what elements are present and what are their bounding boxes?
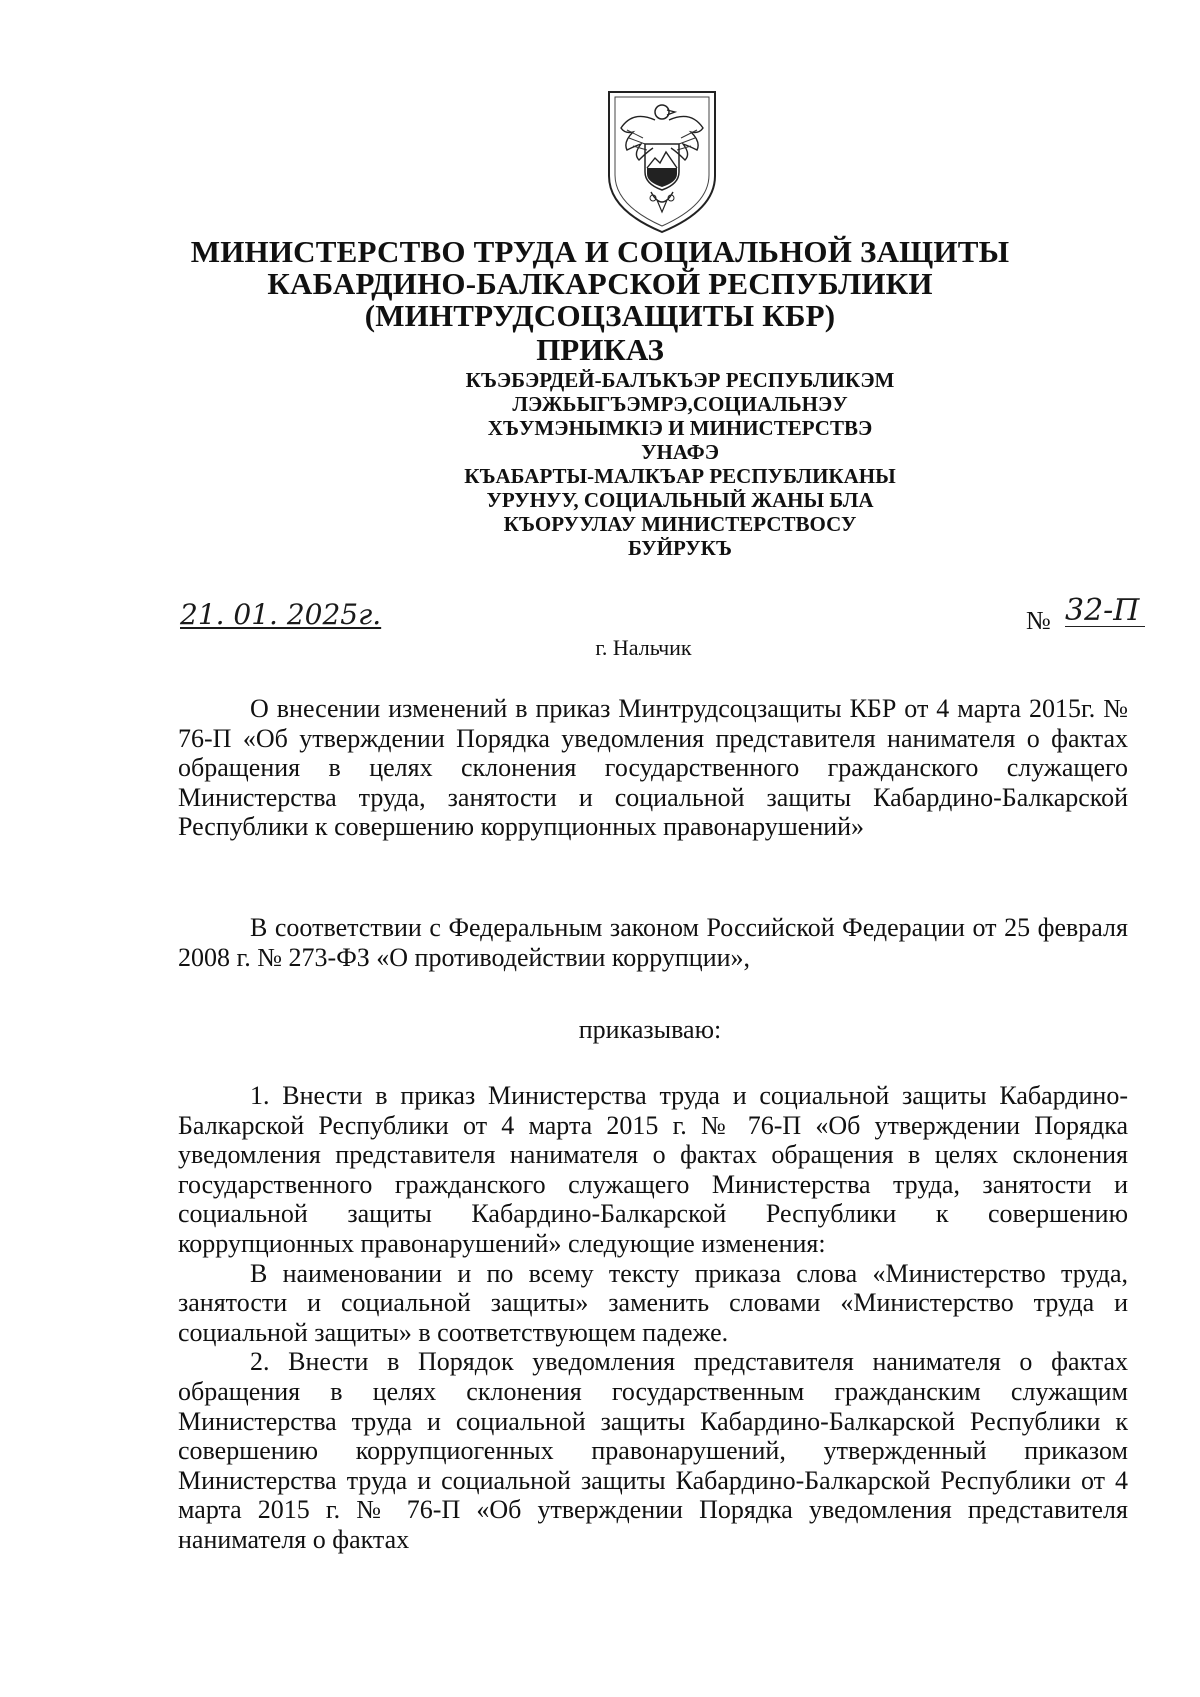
kabardian-line: КЪЭБЭРДЕЙ-БАЛЪКЪЭР РЕСПУБЛИКЭМ (465, 368, 895, 392)
balkar-line: УРУНУУ, СОЦИАЛЬНЫЙ ЖАНЫ БЛА (486, 488, 874, 512)
subject-paragraph: О внесении изменений в приказ Минтрудсоцзащиты КБР от 4 марта 2015г. № 76-П «Об утверждении Порядка уведомления представителя нанимателя о фактах обращения в целях склонения государственного гражданского служащего Министерства труда, занятости и социальной защиты Кабардино-Балкарской Республики к совершению коррупционных правонарушений» (178, 694, 1128, 842)
balkar-line: КЪАБАРТЫ-МАЛКЪАР РЕСПУБЛИКАНЫ (464, 464, 896, 488)
number-label: № (1026, 606, 1051, 635)
basis-paragraph: В соответствии с Федеральным законом Российской Федерации от 25 февраля 2008 г. № 273-ФЗ «О противодействии коррупции», (178, 913, 1128, 972)
kabardian-line: УНАФЭ (641, 440, 719, 464)
ministry-short-name: (МИНТРУДСОЦЗАЩИТЫ КБР) (364, 298, 836, 333)
order-item: 2. Внести в Порядок уведомления представителя нанимателя о фактах обращения в целях склонения государственным гражданским служащим Министерства труда и социальной защиты Кабардино-Балкарской Республики к совершению коррупциогенных правонарушений, утвержденный приказом Министерства труда и социальной защиты Кабардино-Балкарской Республики от 4 марта 2015 г. № 76-П «Об утверждении Порядка уведомления представителя нанимателя о фактах (178, 1347, 1128, 1554)
ministry-name-line2: КАБАРДИНО-БАЛКАРСКОЙ РЕСПУБЛИКИ (267, 266, 933, 301)
order-item: 1. Внести в приказ Министерства труда и социальной защиты Кабардино-Балкарской Республики от 4 марта 2015 г. № 76-П «Об утверждении Порядка уведомления представителя нанимателя о фактах обращения в целях склонения государственного гражданского служащего Министерства труда, занятости и социальной защиты Кабардино-Балкарской Республики к совершению коррупционных правонарушений» следующие изменения: (178, 1081, 1128, 1258)
kabardian-line: ХЪУМЭНЫМКIЭ И МИНИСТЕРСТВЭ (487, 416, 873, 440)
balkar-line: БУЙРУКЪ (628, 536, 732, 560)
order-item: В наименовании и по всему тексту приказа слова «Министерство труда, занятости и социальной защиты» заменить словами «Министерство труда и социальной защиты» в соответствующем падеже. (178, 1258, 1128, 1347)
handwritten-number: 32-П (1065, 596, 1145, 627)
legal-basis (178, 913, 1128, 972)
city-name: г. Нальчик (595, 635, 692, 660)
document-header (0, 236, 1200, 560)
balkar-line: КЪОРУУЛАУ МИНИСТЕРСТВОСУ (503, 512, 857, 536)
order-word: приказываю: (578, 1015, 722, 1044)
order-subject (178, 694, 1128, 842)
coat-of-arms-icon (603, 88, 721, 236)
kabardian-line: ЛЭЖЬЫГЪЭМРЭ,СОЦИАЛЬНЭУ (512, 392, 848, 416)
order-items (178, 1081, 1128, 1555)
order-title: ПРИКАЗ (536, 332, 664, 367)
handwritten-date: 21. 01. 2025г. (180, 598, 382, 631)
ministry-name-line1: МИНИСТЕРСТВО ТРУДА И СОЦИАЛЬНОЙ ЗАЩИТЫ (190, 234, 1010, 269)
